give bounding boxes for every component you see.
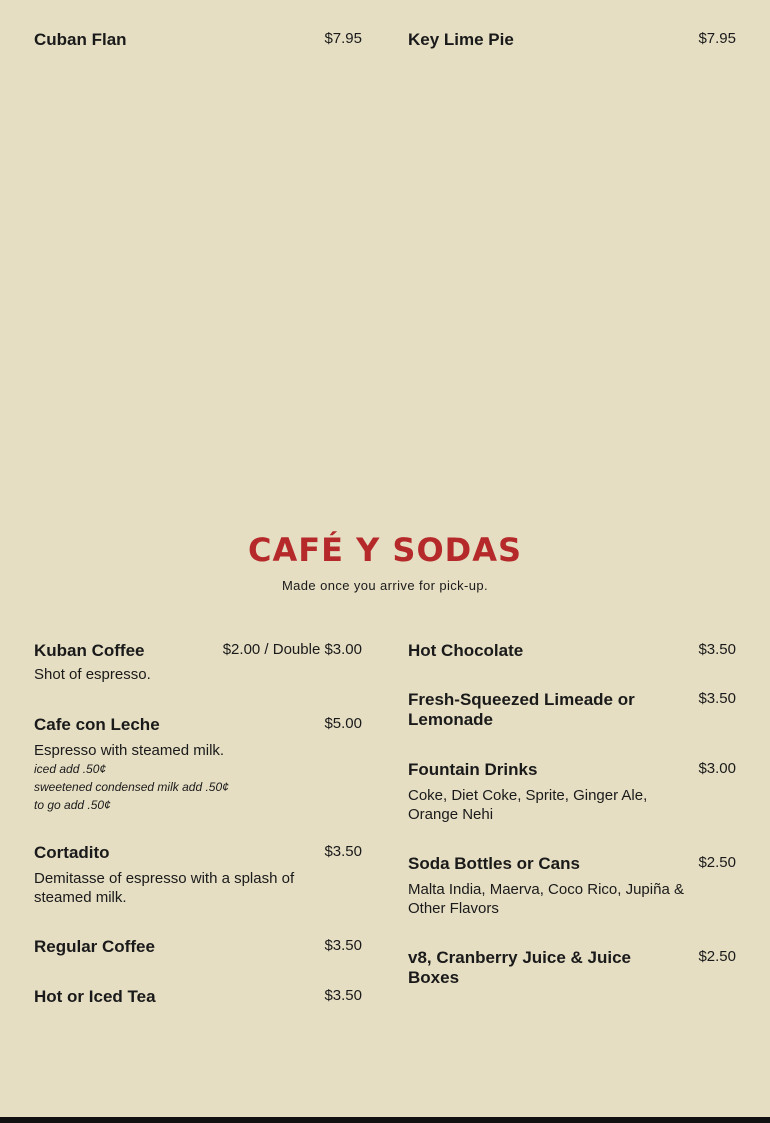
item-price: $3.50 [324,987,362,1004]
item-price: $2.50 [698,948,736,965]
section-title: CAFÉ Y SODAS [247,531,523,569]
item-name: Cuban Flan [34,30,127,49]
item-description: Shot of espresso. [34,666,151,683]
menu-item-juice [408,948,736,988]
item-price: $5.00 [324,715,362,732]
item-price: $3.50 [324,937,362,954]
item-name: Hot Chocolate [408,641,524,660]
item-note: iced add .50¢ [34,762,107,776]
section-subtitle: Made once you arrive for pick-up. [281,578,489,593]
item-description: Coke, Diet Coke, Sprite, Ginger Ale, Orange Nehi [408,787,648,823]
menu-item-fountain-drinks [408,760,736,824]
item-name: v8, Cranberry Juice & Juice Boxes [408,948,632,987]
menu-item-soda-bottles [408,854,736,918]
item-name: Kuban Coffee [34,641,145,660]
menu-item-hot-or-iced-tea [34,987,362,1007]
item-name: Cortadito [34,843,110,862]
menu-item-limeade-lemonade [408,690,736,730]
item-price: $7.95 [324,30,362,47]
menu-item-cafe-con-leche [34,715,362,814]
item-price: $3.50 [324,843,362,860]
item-description: Malta India, Maerva, Coco Rico, Jupiña & Other Flavors [408,881,684,917]
item-note: to go add .50¢ [34,798,111,812]
item-name: Key Lime Pie [408,30,514,49]
item-description: Demitasse of espresso with a splash of steamed milk. [34,870,295,906]
item-name: Soda Bottles or Cans [408,854,580,873]
menu-item-key-lime-pie [408,30,736,50]
item-name: Cafe con Leche [34,715,160,734]
item-price: $3.50 [698,641,736,658]
item-price: $2.50 [698,854,736,871]
menu-item-hot-chocolate [408,641,736,661]
menu-item-cuban-flan [34,30,362,50]
item-price: $2.00 / Double $3.00 [222,641,362,658]
item-name: Hot or Iced Tea [34,987,156,1006]
page-bottom-border [0,1117,770,1123]
menu-item-kuban-coffee [34,641,362,684]
menu-item-regular-coffee [34,937,362,957]
item-note: sweetened condensed milk add .50¢ [34,780,229,794]
item-name: Fresh-Squeezed Limeade or Lemonade [408,690,635,729]
item-name: Fountain Drinks [408,760,538,779]
item-price: $3.00 [698,760,736,777]
item-price: $7.95 [698,30,736,47]
item-name: Regular Coffee [34,937,155,956]
item-description: Espresso with steamed milk. [34,742,225,759]
item-price: $3.50 [698,690,736,707]
menu-item-cortadito [34,843,362,907]
